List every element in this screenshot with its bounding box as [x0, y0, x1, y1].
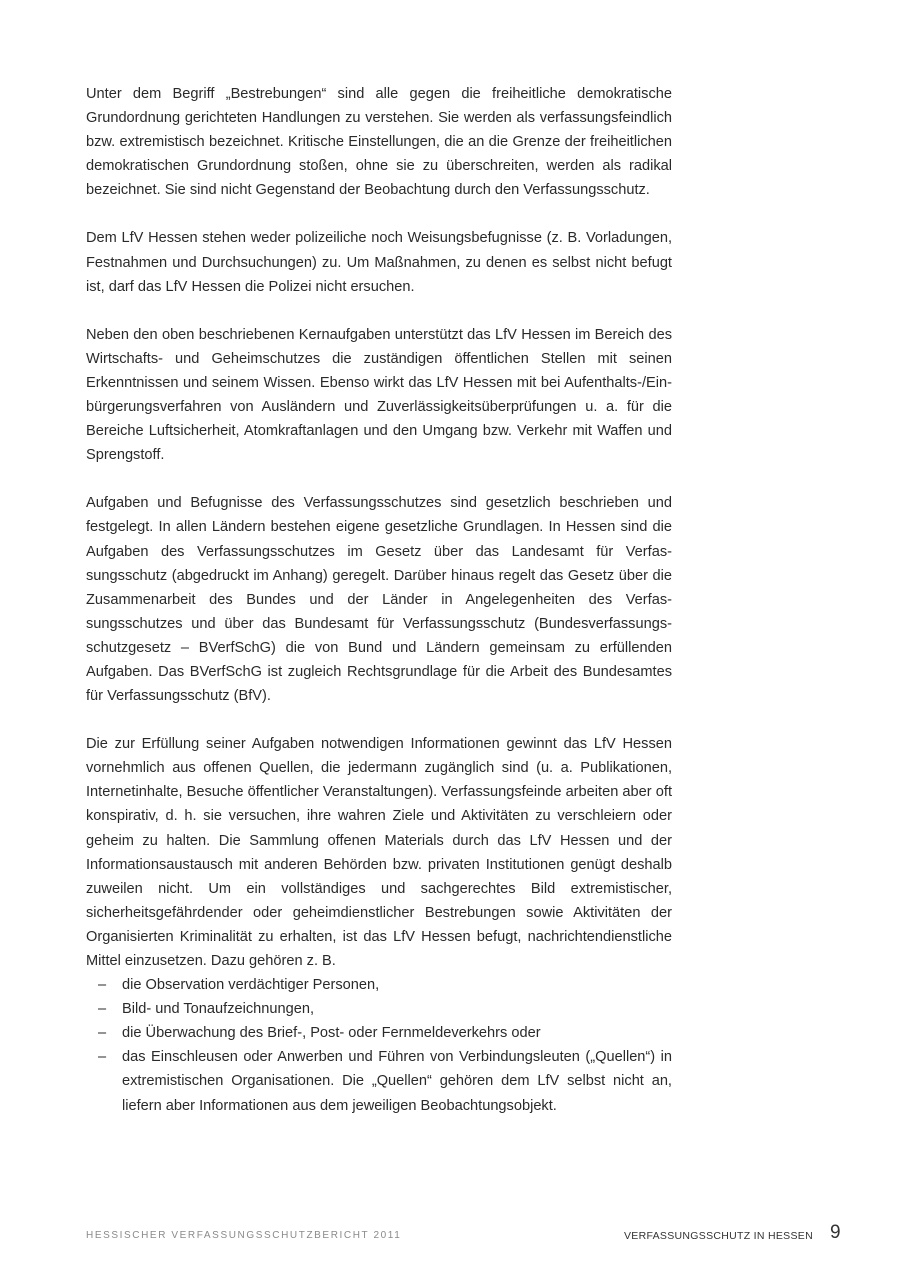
page-number: 9 — [830, 1222, 841, 1243]
list-item — [86, 973, 672, 997]
bullet-dash: – — [98, 1001, 107, 1018]
paragraph-bestrebungen: Unter dem Begriff „Bestrebungen“ sind alle gegen die freiheitliche demokratische Grundordnung gerichteten Handlungen zu verstehen. Sie werden als verfassungsfeindlich bzw. extremistisch bezeichnet. Kritische Einstellungen, die an die Grenze der freiheitlichen demokratischen Grundordnung stoßen, ohne sie zu überschreiten, werden als radikal bezeichnet. Sie sind nicht Gegenstand der Beobachtung durch den Verfassungsschutz. — [86, 86, 672, 199]
paragraph-gesetzliche-grundlagen: Aufgaben und Befugnisse des Verfassungsschutzes sind gesetzlich beschrieben und festgelegt. In allen Ländern bestehen eigene gesetzliche Grundlagen. In Hessen sind die Aufgaben des Verfassungsschutzes im Gesetz über das Landesamt für Verfassungsschutz (abgedruckt im Anhang) geregelt. Darüber hinaus regelt das Gesetz über die Zusammenarbeit des Bundes und der Länder in Angelegenheiten des Verfassungsschutzes und über das Bundesamt für Verfassungsschutz (Bundesverfassungsschutzgesetz – BVerfSchG) die von Bund und Ländern gemeinsam zu erfüllenden Aufgaben. Das BVerfSchG ist zugleich Rechtsgrundlage für die Arbeit des Bundesamtes für Verfassungsschutz (BfV). — [86, 495, 672, 705]
list-item-text: die Observation verdächtiger Personen, — [122, 977, 380, 994]
list-item — [86, 1045, 672, 1117]
list-item — [86, 1021, 672, 1045]
paragraph-informationsgewinnung: Die zur Erfüllung seiner Aufgaben notwendigen Informationen gewinnt das LfV Hessen vornehmlich aus offenen Quellen, die jedermann zugänglich sind (u. a. Publikationen, Internetinhalte, Besuche öffentlicher Veranstaltungen). Verfassungsfeinde arbeiten aber oft konspirativ, d. h. sie versuchen, ihre wahren Ziele und Aktivitäten zu verschleiern oder geheim zu halten. Die Sammlung offenen Materials durch das LfV Hessen und der Informationsaustausch mit anderen Behörden bzw. privaten Institutionen genügt deshalb zuweilen nicht. Um ein vollständiges und sachgerechtes Bild extremistischer, sicherheitsgefährdender oder geheimdienstlicher Bestrebungen sowie Aktivitäten der Organisierten Kriminalität zu erhalten, ist das LfV Hessen befugt, nachrichtendienstliche Mittel einzusetzen. Dazu gehören z. B. — [86, 736, 672, 969]
list-item-text: Bild- und Tonaufzeichnungen, — [122, 1001, 315, 1018]
list-item — [86, 997, 672, 1021]
bullet-dash: – — [98, 977, 107, 994]
bullet-list-nachrichtendienstliche-mittel — [86, 973, 672, 1118]
bullet-dash: – — [98, 1049, 107, 1066]
list-item-text: das Einschleusen oder Anwerben und Führen von Verbindungsleuten („Quellen“) in extremistischen Organisationen. Die „Quellen“ gehören dem LfV selbst nicht an, liefern aber Informationen aus dem jeweiligen Beobachtungsobjekt. — [122, 1049, 672, 1114]
document-body — [86, 82, 672, 1118]
footer-chapter-title: VERFASSUNGSSCHUTZ IN HESSEN — [624, 1230, 813, 1242]
page-footer — [0, 1222, 900, 1246]
list-item-text: die Überwachung des Brief-, Post- oder Fernmeldeverkehrs oder — [122, 1025, 541, 1042]
paragraph-kernaufgaben: Neben den oben beschriebenen Kernaufgaben unterstützt das LfV Hessen im Bereich des Wirtschafts- und Geheimschutzes die zuständigen öffentlichen Stellen mit seinen Erkenntnissen und seinem Wissen. Ebenso wirkt das LfV Hessen mit bei Aufenthalts-/Einbürgerungsverfahren von Ausländern und Zuverlässigkeitsüberprüfungen u. a. für die Bereiche Luftsicherheit, Atomkraftanlagen und den Umgang bzw. Verkehr mit Waffen und Sprengstoff. — [86, 326, 672, 464]
paragraph-befugnisse: Dem LfV Hessen stehen weder polizeiliche noch Weisungsbefugnisse (z. B. Vorladungen, Festnahmen und Durchsuchungen) zu. Um Maßnahmen, zu denen es selbst nicht befugt ist, darf das LfV Hessen die Polizei nicht ersuchen. — [86, 230, 672, 295]
footer-publication-title: HESSISCHER VERFASSUNGSSCHUTZBERICHT 2011 — [86, 1230, 402, 1241]
bullet-dash: – — [98, 1025, 107, 1042]
